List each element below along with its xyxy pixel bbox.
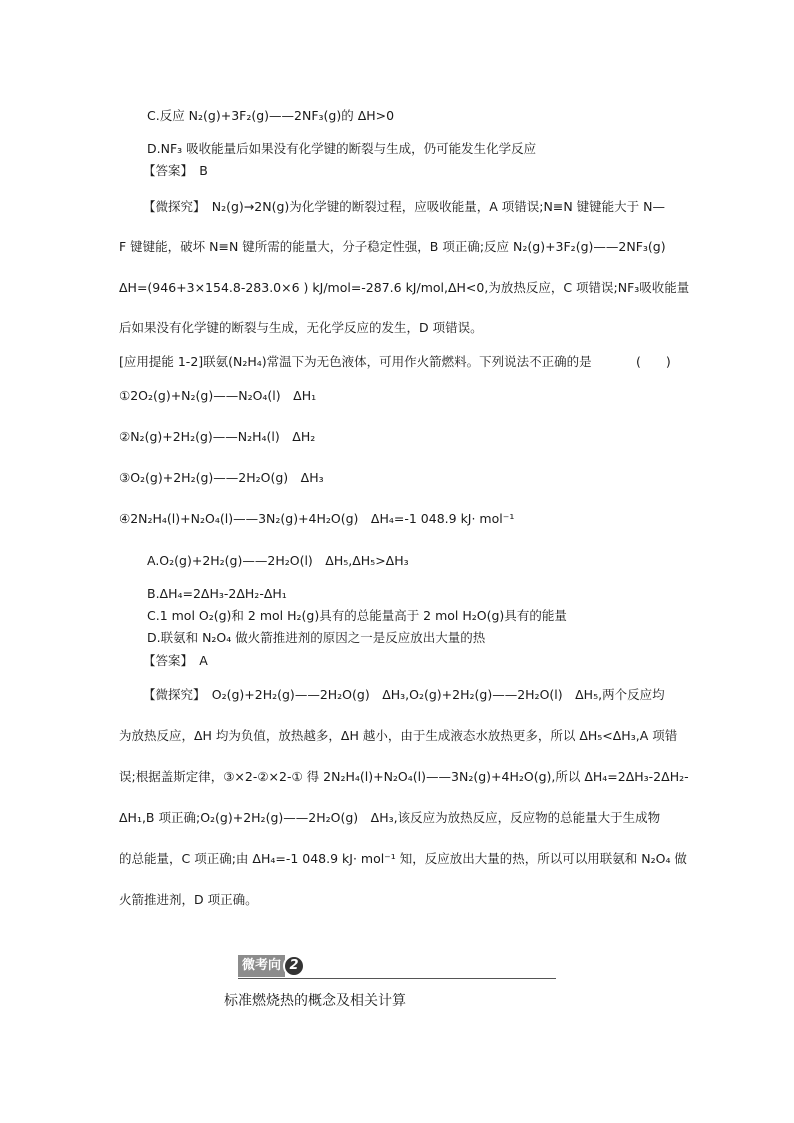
equation-4: ④2N₂H₄(l)+N₂O₄(l)——3N₂(g)+4H₂O(g) ΔH₄=-1 048.9 kJ· mol⁻¹ — [119, 511, 515, 526]
choice-a: A.O₂(g)+2H₂(g)——2H₂O(l) ΔH₅,ΔH₅>ΔH₃ — [147, 553, 409, 568]
explanation2-line-6: 火箭推进剂，D 项正确。 — [119, 892, 258, 907]
choice-d: D.联氨和 N₂O₄ 做火箭推进剂的原因之一是反应放出大量的热 — [147, 630, 486, 645]
question-stem: [应用提能 1-2]联氨(N₂H₄)常温下为无色液体，可用作火箭燃料。下列说法不正确的是 — [119, 354, 592, 369]
equation-3: ③O₂(g)+2H₂(g)——2H₂O(g) ΔH₃ — [119, 470, 324, 485]
explanation2-line-5: 的总能量，C 项正确;由 ΔH₄=-1 048.9 kJ· mol⁻¹ 知，反应放出大量的热，所以可以用联氨和 N₂O₄ 做 — [119, 851, 687, 866]
option-c-text: C.反应 N₂(g)+3F₂(g)——2NF₃(g)的 ΔH>0 — [147, 108, 395, 123]
section-title: 标准燃烧热的概念及相关计算 — [224, 993, 406, 1009]
answer-line: 【答案】 B — [143, 163, 208, 178]
explanation-line-1: 【微探究】 N₂(g)→2N(g)为化学键的断裂过程，应吸收能量，A 项错误;N≡N 键键能大于 N— — [143, 199, 665, 214]
choice-b: B.ΔH₄=2ΔH₃-2ΔH₂-ΔH₁ — [147, 586, 287, 601]
equation-2: ②N₂(g)+2H₂(g)——N₂H₄(l) ΔH₂ — [119, 429, 316, 444]
choice-c: C.1 mol O₂(g)和 2 mol H₂(g)具有的总能量高于 2 mol H₂O(g)具有的能量 — [147, 608, 567, 623]
explanation2-line-3: 误;根据盖斯定律，③×2-②×2-① 得 2N₂H₄(l)+N₂O₄(l)——3N₂(g)+4H₂O(g),所以 ΔH₄=2ΔH₃-2ΔH₂- — [119, 769, 689, 784]
explanation2-line-1: 【微探究】 O₂(g)+2H₂(g)——2H₂O(g) ΔH₃,O₂(g)+2H₂(g)——2H₂O(l) ΔH₅,两个反应均 — [143, 687, 665, 702]
section-divider — [238, 978, 556, 979]
explanation-line-4: 后如果没有化学键的断裂与生成，无化学反应的发生，D 项错误。 — [119, 320, 483, 335]
explanation-line-3: ΔH=(946+3×154.8-283.0×6 ) kJ/mol=-287.6 kJ/mol,ΔH<0,为放热反应，C 项错误;NF₃吸收能量 — [119, 280, 690, 295]
section-badge — [238, 955, 305, 977]
section-badge-label: 微考向 — [238, 955, 285, 977]
option-d-text: D.NF₃ 吸收能量后如果没有化学键的断裂与生成，仍可能发生化学反应 — [147, 141, 537, 156]
answer-line-2: 【答案】 A — [143, 653, 208, 668]
equation-1: ①2O₂(g)+N₂(g)——N₂O₄(l) ΔH₁ — [119, 388, 317, 403]
answer-blank: ( ) — [636, 354, 671, 369]
explanation-line-2: F 键键能，破坏 N≡N 键所需的能量大，分子稳定性强，B 项正确;反应 N₂(g)+3F₂(g)——2NF₃(g) — [119, 239, 666, 254]
explanation2-line-4: ΔH₁,B 项正确;O₂(g)+2H₂(g)——2H₂O(g) ΔH₃,该反应为放热反应，反应物的总能量大于生成物 — [119, 810, 661, 825]
section-badge-number: 2 — [283, 955, 305, 977]
explanation2-line-2: 为放热反应，ΔH 均为负值，放热越多，ΔH 越小，由于生成液态水放热更多，所以 ΔH₅<ΔH₃,A 项错 — [119, 728, 678, 743]
